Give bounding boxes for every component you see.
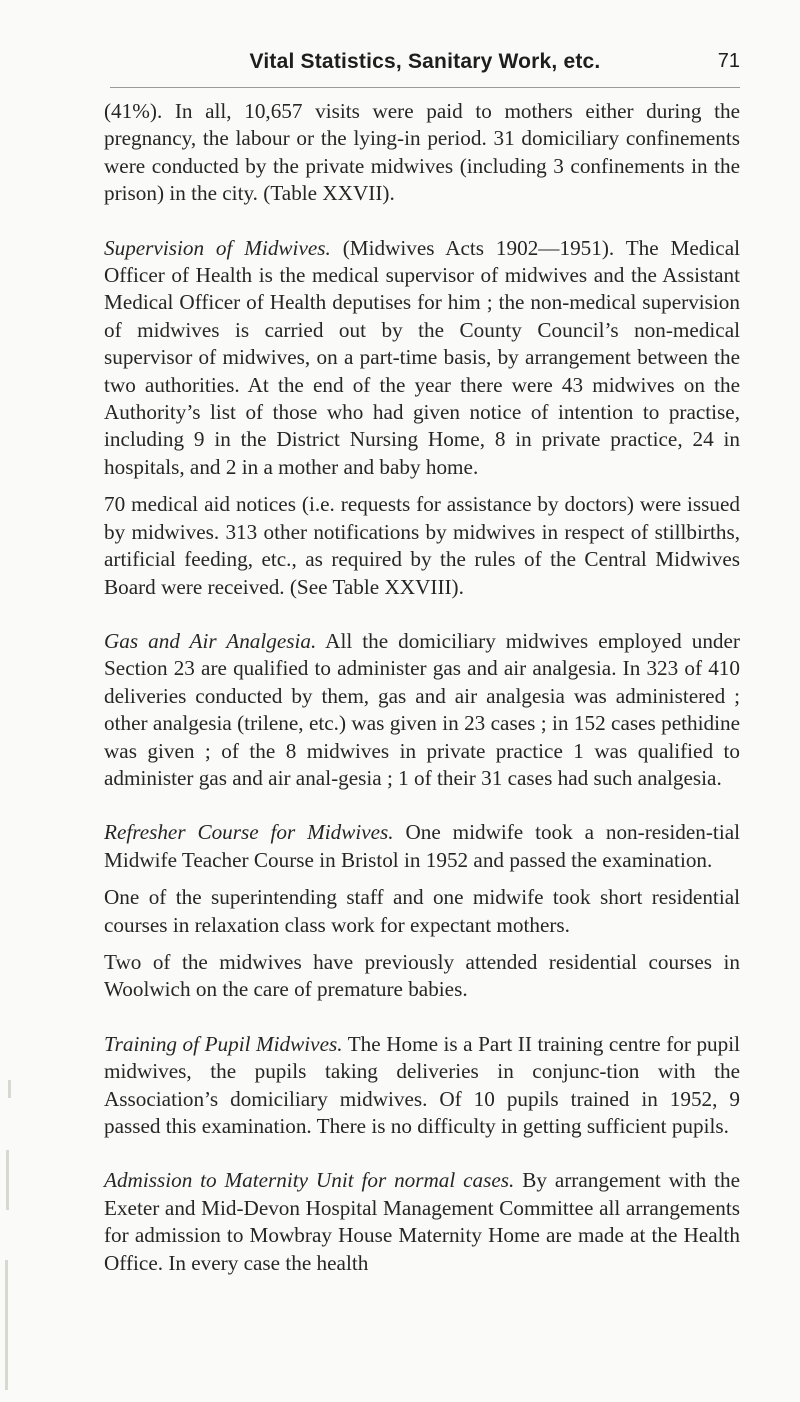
paragraph-continuation (104, 98, 740, 208)
margin-mark (8, 1080, 11, 1098)
running-header (110, 50, 740, 82)
paragraph-refresher-course (104, 819, 740, 874)
paragraph-text: One midwife took a non-residen-tial Midwife Teacher Course in Bristol in 1952 and passed the examination. (104, 820, 740, 872)
paragraph-text: Two of the midwives have previously attended residential courses in Woolwich on the care of premature babies. (104, 949, 740, 1002)
header-rule (110, 87, 740, 88)
section-heading: Training of Pupil Midwives. (104, 1031, 343, 1056)
paragraph-supervision-of-midwives (104, 235, 740, 482)
body-text (104, 98, 740, 1277)
paragraph-woolwich-courses (104, 949, 740, 1004)
paragraph-text: By arrangement with the Exeter and Mid-Devon Hospital Management Committee all arrangements for admission to Mowbray House Maternity Home are made at the Health Office. In every case the health (104, 1168, 741, 1275)
paragraph-text: 70 medical aid notices (i.e. requests for assistance by doctors) were issued by midwives. 313 other notifications by midwives in respect of stillbirths, artificial feeding, etc., as required by the rules of the Central Midwives Board were received. (See Table XXVIII). (104, 492, 740, 599)
section-heading: Refresher Course for Midwives. (104, 820, 394, 845)
section-heading: Admission to Maternity Unit for normal cases. (104, 1168, 515, 1193)
paragraph-text: All the domiciliary midwives employed under Section 23 are qualified to administer gas and air analgesia. In 323 of 410 deliveries conducted by them, gas and air analgesia was administered ; other analgesia (trilene, etc.) was given in 23 cases ; in 152 cases pethidine was given ; of the 8 midwives in private practice 1 was qualified to administer gas and air anal-gesia ; 1 of their 31 cases had such analgesia. (104, 628, 740, 790)
header-title: Vital Statistics, Sanitary Work, etc. (249, 50, 601, 73)
paragraph-medical-aid-notices (104, 491, 740, 601)
margin-mark (6, 1150, 9, 1210)
paragraph-text: (Midwives Acts 1902—1951). The Medical Officer of Health is the medical supervisor of midwives and the Assistant Medical Officer of Health deputises for him ; the non-medical supervision of midwives is carried out by the County Council’s non-medical supervisor of midwives, on a part-time basis, by arrangement between the two authorities. At the end of the year there were 43 midwives on the Authority’s list of those who had given notice of intention to practise, including 9 in the District Nursing Home, 8 in private practice, 24 in hospitals, and 2 in a mother and baby home. (104, 235, 740, 479)
margin-mark (5, 1260, 8, 1390)
paragraph-text: (41%). In all, 10,657 visits were paid to mothers either during the pregnancy, the labour or the lying-in period. 31 domiciliary confinements were conducted by the private midwives (including 3 confinements in the prison) in the city. (Table XXVII). (104, 99, 740, 206)
paragraph-relaxation-courses (104, 884, 740, 939)
paragraph-text: The Home is a Part II training centre for pupil midwives, the pupils taking deliveries in conjunc-tion with the Association’s domiciliary midwives. Of 10 pupils trained in 1952, 9 passed this examination. There is no difficulty in getting sufficient pupils. (104, 1031, 741, 1138)
paragraph-text: One of the superintending staff and one midwife took short residential courses in relaxation class work for expectant mothers. (104, 885, 740, 937)
section-heading: Gas and Air Analgesia. (104, 628, 317, 653)
paragraph-gas-and-air-analgesia (104, 628, 740, 792)
page-number: 71 (717, 50, 740, 72)
paragraph-admission-maternity-unit (104, 1167, 740, 1277)
paragraph-training-pupil-midwives (104, 1031, 740, 1141)
section-heading: Supervision of Midwives. (104, 235, 331, 260)
